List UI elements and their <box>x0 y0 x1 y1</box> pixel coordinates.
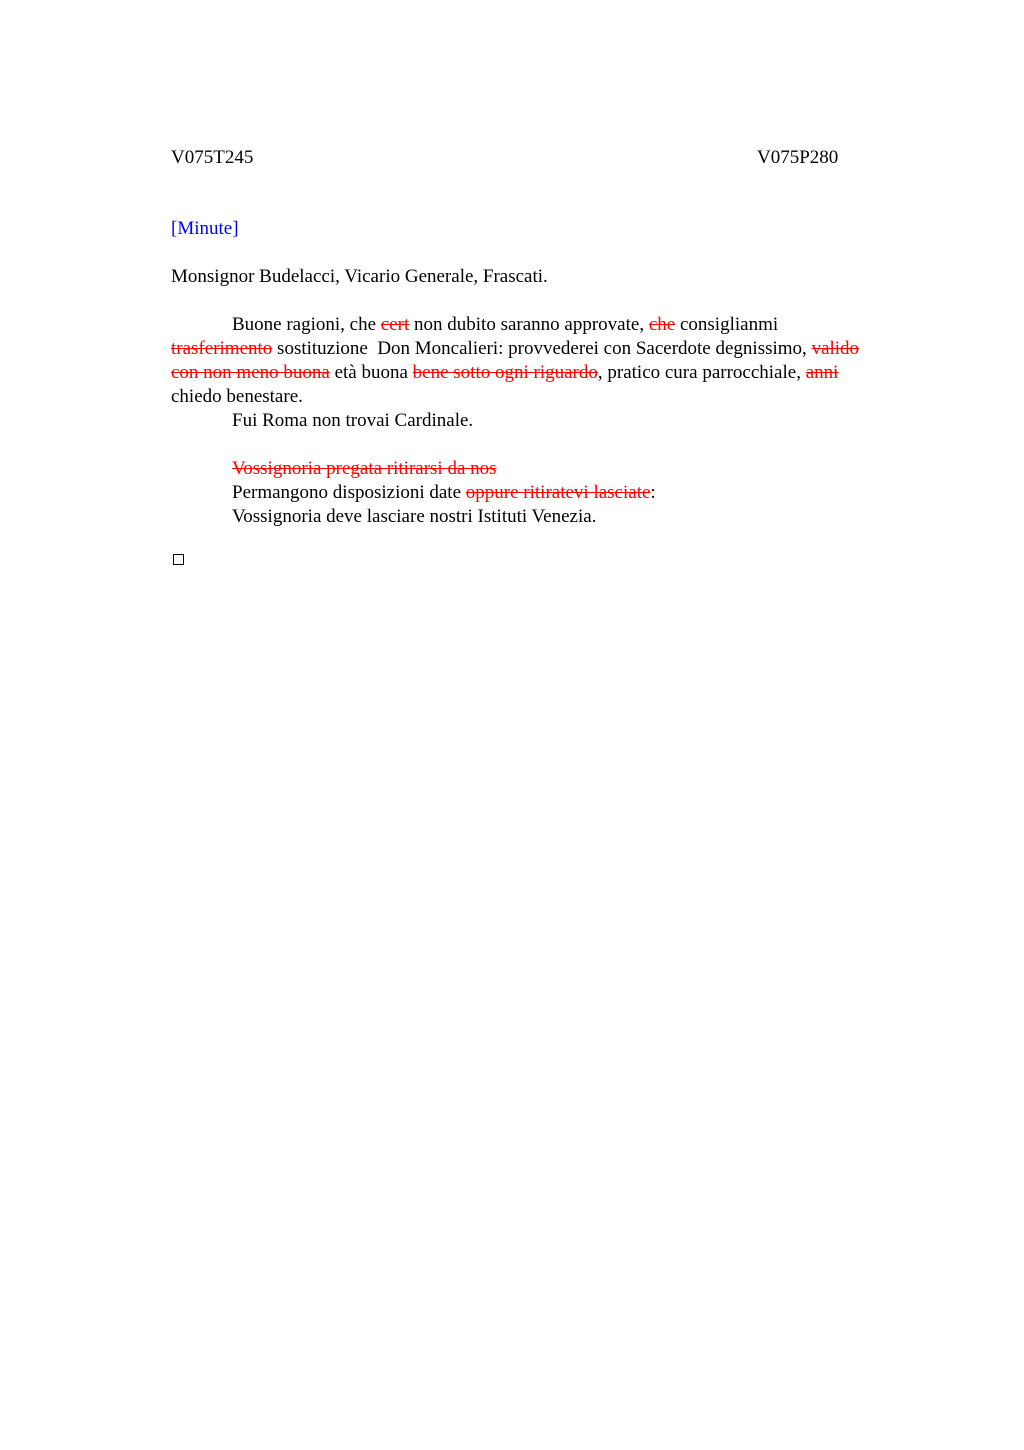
deleted-text: che <box>648 314 676 335</box>
checkbox-icon <box>173 554 184 565</box>
paragraph2-line2: Permangono disposizioni date oppure ritiratevi lasciate: <box>232 482 656 503</box>
deleted-text: oppure ritiratevi lasciate <box>465 482 651 503</box>
paragraph1-line1: Buone ragioni, che cert non dubito saranno approvate, che consiglianmi <box>232 314 779 335</box>
deleted-text: cert <box>380 314 410 335</box>
spacer <box>171 433 931 457</box>
addressee-line: Monsignor Budelacci, Vicario Generale, Frascati. <box>171 266 548 287</box>
document-code-right: V075P280 <box>757 147 839 168</box>
paragraph2-deleted-line <box>171 457 931 481</box>
paragraph2-line3: Vossignoria deve lasciare nostri Istituti Venezia. <box>232 506 597 527</box>
deleted-text: anni <box>805 362 839 383</box>
deleted-text: trasferimento <box>171 338 273 359</box>
deleted-text: bene sotto ogni riguardo <box>412 362 598 383</box>
deleted-text: valido <box>811 338 860 359</box>
paragraph1-line2: trasferimento sostituzione Don Moncalieri: provvederei con Sacerdote degnissimo, valido <box>171 338 860 359</box>
paragraph1-line4: chiedo benestare. <box>171 386 303 407</box>
deleted-text: con non meno buona <box>171 362 330 383</box>
letter-body <box>171 313 931 529</box>
paragraph1-line3: con non meno buona età buona bene sotto ogni riguardo, pratico cura parrocchiale, anni <box>171 362 839 383</box>
document-code-left: V075T245 <box>171 147 254 168</box>
deleted-text: Vossignoria pregata ritirarsi da nos <box>232 458 497 479</box>
minute-heading: [Minute] <box>171 218 239 239</box>
roma-line: Fui Roma non trovai Cardinale. <box>232 410 474 431</box>
